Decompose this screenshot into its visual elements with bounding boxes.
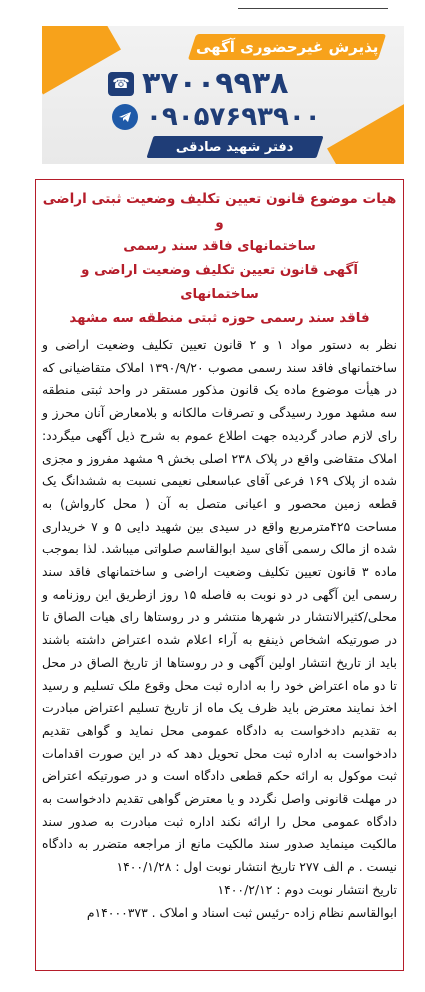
banner-ribbon-text: پذیرش غیرحضوری آگهی — [195, 38, 379, 56]
signature-line: ابوالقاسم نظام زاده -رئیس ثبت اسناد و املاک . ۱۴۰۰۰۳۷۳م — [86, 904, 397, 920]
mobile-row — [112, 102, 321, 132]
notice-body: نظر به دستور مواد ۱ و ۲ قانون تعیین تکلیف وضعیت اراضی و ساختمانهای فاقد سند رسمی مصوب ۱۳۹۰/۹/۲۰ املاک متقاضیانی که در هیأت موضوع ماده یک قانون مذکور مستقر در واحد ثبتی منطقه سه مشهد مورد رسیدگی و تصرفات مالکانه و بلامعارض آنان محرز و رای لازم صادر گردیده جهت اطلاع عموم به شرح ذیل آگهی میگردد: املاک متقاضی واقع در پلاک ۲۳۸ اصلی بخش ۹ مشهد مفروز و مجزی شده از پلاک ۱۶۹ فرعی آقای عباسعلی نعیمی نسبت به ششدانگ یک قطعه زمین محصور و اعیانی متصل به آن ( محل کارواش) به مساحت ۴۲۵مترمربع واقع در سیدی بین شهید دایی ۵ و ۷ خریداری شده از مالک رسمی آقای سید ابوالقاسم صلواتی میباشد. لذا بموجب ماده ۳ قانون تعیین تکلیف وضعیت اراضی و ساختمانهای فاقد سند رسمی این آگهی در دو نوبت به فاصله ۱۵ روز ازطریق این روزنامه و محلی/کثیرالانتشار در شهرها منتشر و در روستاها رای هیات الصاق تا در صورتیکه اشخاص ذینفع به آراء اعلام شده اعتراض داشته باشند باید از تاریخ انتشار اولین آگهی و در روستاها از تاریخ الصاق در محل تا دو ماه اعتراض خود را به اداره ثبت محل وقوع ملک تسلیم و رسید اخذ نمایند معترض باید ظرف یک ماه از تاریخ تسلیم اعتراض مبادرت به تقدیم دادخواست به دادگاه عمومی محل نماید و گواهی تقدیم دادخواست به اداره ثبت محل تحویل دهد که در این صورت اقدامات ثبت موکول به ارائه حکم قطعی دادگاه است و در صورتیکه اعتراض در مهلت قانونی واصل نگردد و یا معترض گواهی تقدیم دادخواست به دادگاه عمومی محل را ارائه نکند اداره ثبت مبادرت به صدور سند مالکیت مینماید صدور سند مالکیت مانع از مراجعه متضرر به دادگاه نیست . م الف ۲۷۷ تاریخ انتشار نوبت اول : ۱۴۰۰/۱/۲۸ — [42, 337, 398, 875]
top-divider — [238, 8, 388, 9]
notice-title-line: آگهی قانون تعیین تکلیف وضعیت اراضی و ساختمانهای — [81, 263, 358, 302]
banner-ribbon — [188, 34, 386, 60]
telegram-icon — [112, 104, 138, 130]
telephone-icon: ☎ — [108, 72, 134, 96]
legal-notice — [35, 179, 404, 971]
phone-row — [108, 66, 288, 101]
office-bar — [146, 136, 323, 158]
banner-corner-decoration — [327, 104, 404, 164]
phone-number: ۳۷۰۰۹۹۳۸ — [142, 66, 289, 101]
office-name: دفتر شهید صادقی — [176, 139, 294, 155]
notice-title-line: فاقد سند رسمی حوزه ثبتی منطقه سه مشهد — [69, 311, 370, 326]
notice-title-line: ساختمانهای فاقد سند رسمی — [123, 239, 316, 254]
mobile-number: ۰۹۰۵۷۶۹۳۹۰۰ — [146, 102, 321, 132]
ad-banner — [42, 26, 404, 164]
second-publish-date: تاریخ انتشار نوبت دوم : ۱۴۰۰/۲/۱۲ — [217, 881, 397, 897]
notice-title-line: هیات موضوع قانون تعیین تکلیف وضعیت ثبتی اراضی و — [42, 191, 397, 231]
